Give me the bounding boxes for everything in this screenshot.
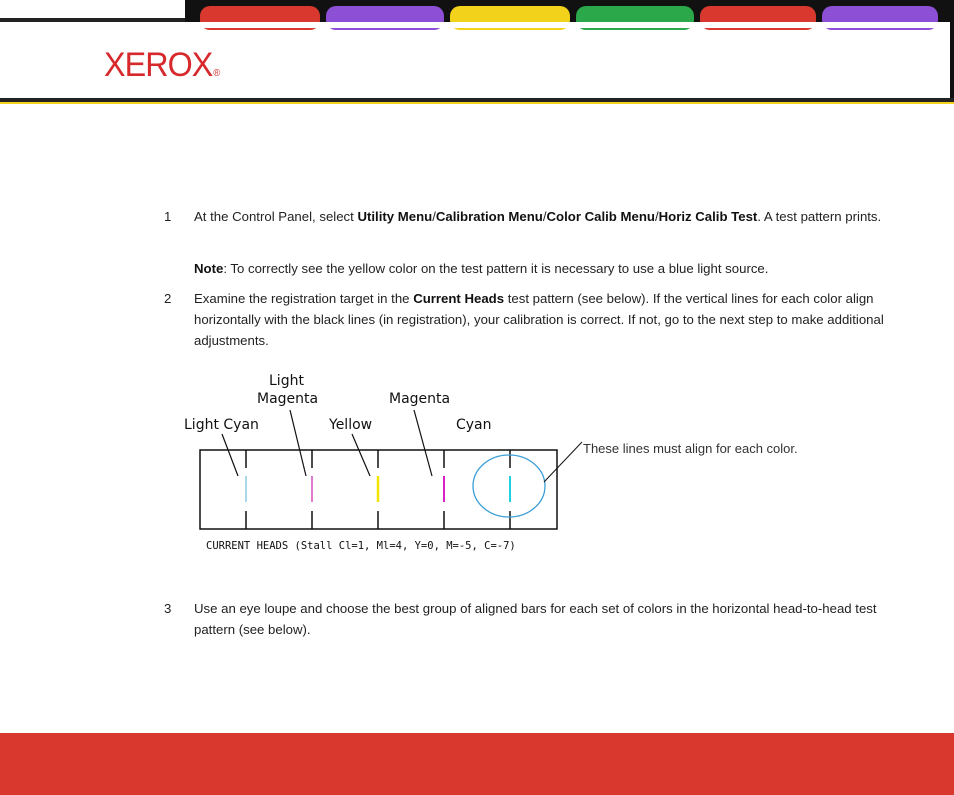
pointer-yellow <box>352 434 370 476</box>
note-label: Note <box>194 261 224 276</box>
callout-text: These lines must align for each color. <box>583 441 798 456</box>
menu-path-calibration: Calibration Menu <box>435 209 543 224</box>
step-1-text: At the Control Panel, select Utility Menu/Calibration Menu/Color Calib Menu/Horiz Calib Test. A test pattern prints. <box>194 209 882 224</box>
step-number: 1 <box>164 209 172 224</box>
registration-target-figure <box>180 370 880 560</box>
step-3-text: Use an eye loupe and choose the best group of aligned bars for each set of colors in the horizontal head-to-head test pattern (see below). <box>194 601 877 637</box>
step-1-note: Note: To correctly see the yellow color on the test pattern it is necessary to use a blue light source. <box>194 261 769 276</box>
label-cyan: Cyan <box>456 417 492 433</box>
footer-bar <box>0 733 954 795</box>
pointer-magenta <box>414 410 432 476</box>
menu-path-utility: Utility Menu <box>357 209 433 224</box>
menu-path-color-calib: Color Calib Menu <box>546 209 655 224</box>
label-yellow: Yellow <box>329 417 373 433</box>
menu-path-horiz-calib-test: Horiz Calib Test <box>658 209 758 224</box>
logo-registered-mark: ® <box>213 68 220 79</box>
pattern-caption: CURRENT HEADS (Stall Cl=1, Ml=4, Y=0, M=-5, C=-7) <box>206 540 516 552</box>
xerox-logo <box>104 46 219 85</box>
pointer-light-magenta <box>290 410 306 476</box>
current-heads-term: Current Heads <box>413 291 505 306</box>
current-heads-diagram <box>180 370 880 560</box>
logo-text: XEROX <box>104 46 213 84</box>
label-light-magenta-line1: Light <box>269 373 304 389</box>
step-2-text: Examine the registration target in the Current Heads test pattern (see below). If the vertical lines for each color align horizontally with the black lines (in registration), your calibration is correct. If not, go to the next step to make additional adjustments. <box>194 291 884 348</box>
label-magenta: Magenta <box>389 391 451 407</box>
label-light-magenta-line2: Magenta <box>257 391 319 407</box>
pointer-light-cyan <box>222 434 238 476</box>
step-number: 3 <box>164 601 172 616</box>
label-light-cyan: Light Cyan <box>184 417 259 433</box>
step-number: 2 <box>164 291 172 306</box>
page-header <box>0 0 954 106</box>
callout-leader-line <box>544 442 582 482</box>
